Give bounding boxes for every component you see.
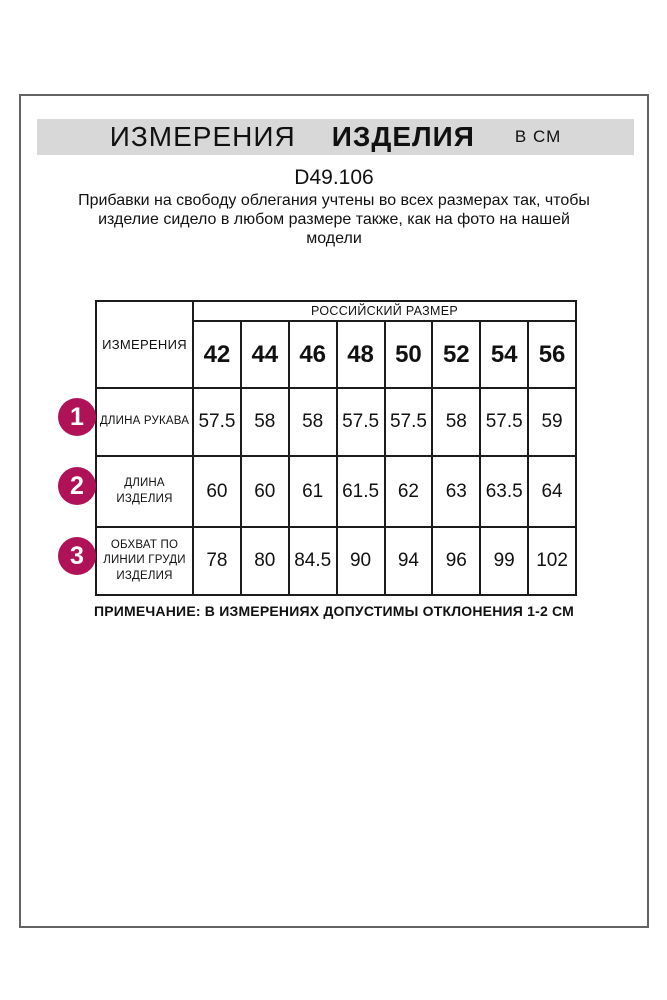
measurement-value-cell: 60	[241, 456, 289, 527]
measurement-value-cell: 57.5	[480, 388, 528, 456]
measurement-label: ДЛИНА ИЗДЕЛИЯ	[96, 456, 193, 527]
row-number-badge: 3	[58, 537, 96, 575]
measurement-value-cell: 62	[385, 456, 433, 527]
measurement-value-cell: 57.5	[385, 388, 433, 456]
description	[21, 191, 647, 248]
title-band	[37, 119, 634, 155]
measurement-value-cell: 63.5	[480, 456, 528, 527]
measurement-value-cell: 60	[193, 456, 241, 527]
group-header-russian-size: РОССИЙСКИЙ РАЗМЕР	[193, 301, 576, 321]
table-row	[96, 388, 576, 456]
description-line: изделие сидело в любом размере также, как на фото на нашей	[98, 211, 570, 228]
corner-header: ИЗМЕРЕНИЯ	[96, 301, 193, 388]
size-header-cell: 54	[480, 321, 528, 388]
measurement-value-cell: 63	[432, 456, 480, 527]
measurement-value-cell: 94	[385, 527, 433, 595]
row-number-badge: 1	[58, 398, 96, 436]
size-header-cell: 46	[289, 321, 337, 388]
description-line: Прибавки на свободу облегания учтены во всех размерах так, чтобы	[78, 192, 590, 209]
measurement-value-cell: 58	[241, 388, 289, 456]
model-code: D49.106	[294, 166, 374, 189]
measurement-value-cell: 96	[432, 527, 480, 595]
measurement-value-cell: 102	[528, 527, 576, 595]
measurement-value-cell: 64	[528, 456, 576, 527]
title-unit: В СМ	[514, 127, 562, 146]
title-word-product: ИЗДЕЛИЯ	[331, 121, 475, 152]
measurement-value-cell: 61	[289, 456, 337, 527]
document-page	[19, 94, 649, 928]
measurement-value-cell: 58	[432, 388, 480, 456]
measurement-value-cell: 58	[289, 388, 337, 456]
measurement-label: ОБХВАТ ПО ЛИНИИ ГРУДИ ИЗДЕЛИЯ	[96, 527, 193, 595]
size-header-cell: 42	[193, 321, 241, 388]
size-header-cell: 56	[528, 321, 576, 388]
measurement-value-cell: 99	[480, 527, 528, 595]
size-header-cell: 44	[241, 321, 289, 388]
title-word-measurements: ИЗМЕРЕНИЯ	[109, 121, 296, 152]
measurement-value-cell: 78	[193, 527, 241, 595]
size-header-cell: 52	[432, 321, 480, 388]
measurement-value-cell: 57.5	[193, 388, 241, 456]
table-row	[96, 456, 576, 527]
measurement-value-cell: 57.5	[337, 388, 385, 456]
measurement-value-cell: 61.5	[337, 456, 385, 527]
measurement-value-cell: 80	[241, 527, 289, 595]
row-number-badge: 2	[58, 467, 96, 505]
measurements-table	[95, 300, 577, 596]
size-header-cell: 50	[385, 321, 433, 388]
measurement-label: ДЛИНА РУКАВА	[96, 388, 193, 456]
table-row	[96, 527, 576, 595]
description-line: модели	[306, 230, 362, 247]
footer-note: ПРИМЕЧАНИЕ: В ИЗМЕРЕНИЯХ ДОПУСТИМЫ ОТКЛОНЕНИЯ 1-2 СМ	[93, 603, 575, 619]
measurement-value-cell: 84.5	[289, 527, 337, 595]
measurement-value-cell: 90	[337, 527, 385, 595]
measurement-value-cell: 59	[528, 388, 576, 456]
size-header-cell: 48	[337, 321, 385, 388]
